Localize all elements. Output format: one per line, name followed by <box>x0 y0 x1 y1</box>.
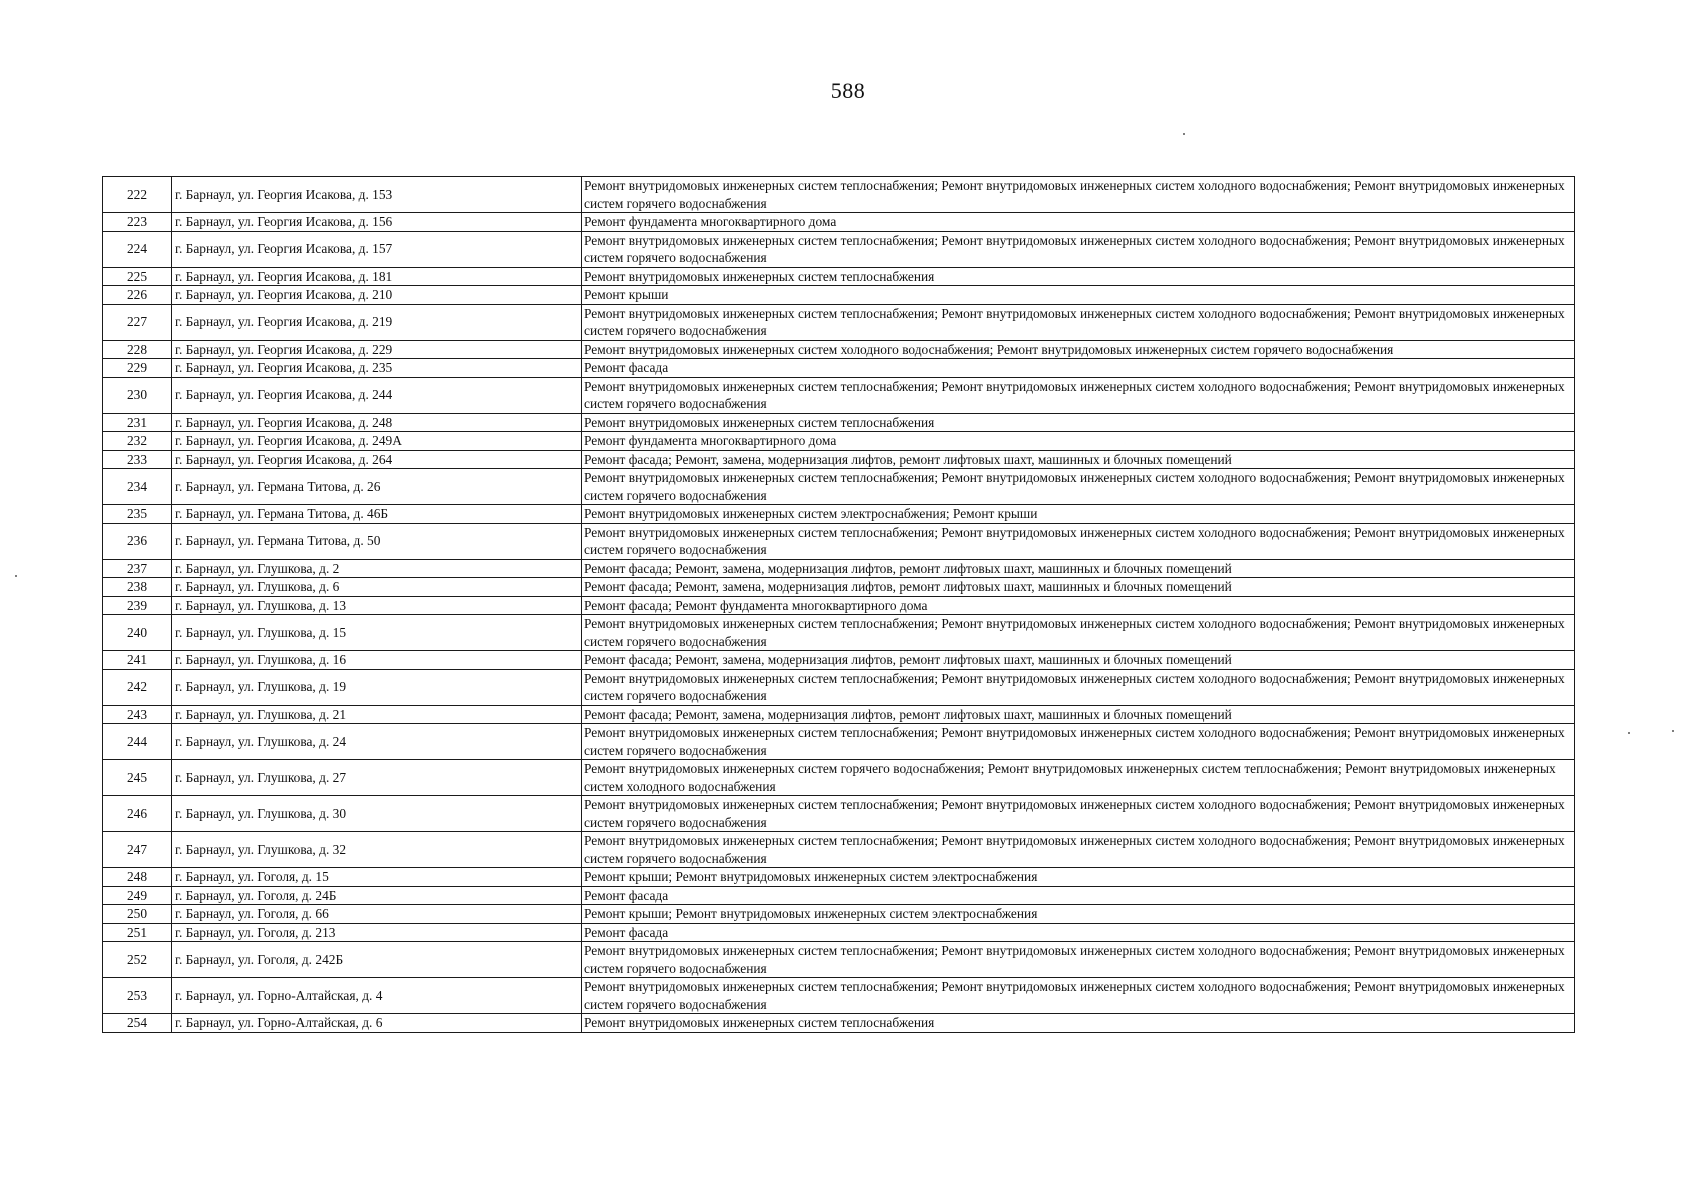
table-row <box>103 651 1575 670</box>
address-cell: г. Барнаул, ул. Гоголя, д. 24Б <box>172 886 582 905</box>
scan-speck <box>1672 730 1674 732</box>
row-number-cell: 243 <box>103 705 172 724</box>
row-number-cell: 249 <box>103 886 172 905</box>
address-cell: г. Барнаул, ул. Глушкова, д. 19 <box>172 669 582 705</box>
row-number-cell: 242 <box>103 669 172 705</box>
row-number-cell: 226 <box>103 286 172 305</box>
table-row <box>103 886 1575 905</box>
works-cell: Ремонт внутридомовых инженерных систем теплоснабжения <box>582 267 1575 286</box>
table-row <box>103 796 1575 832</box>
address-cell: г. Барнаул, ул. Гоголя, д. 242Б <box>172 942 582 978</box>
works-cell: Ремонт внутридомовых инженерных систем теплоснабжения; Ремонт внутридомовых инженерных систем холодного водоснабжения; Ремонт внутридомовых инженерных систем горячего водоснабжения <box>582 796 1575 832</box>
table-row <box>103 523 1575 559</box>
works-cell: Ремонт внутридомовых инженерных систем теплоснабжения; Ремонт внутридомовых инженерных систем холодного водоснабжения; Ремонт внутридомовых инженерных систем горячего водоснабжения <box>582 469 1575 505</box>
page-number: 588 <box>830 78 866 103</box>
address-cell: г. Барнаул, ул. Германа Титова, д. 50 <box>172 523 582 559</box>
row-number-cell: 228 <box>103 340 172 359</box>
address-cell: г. Барнаул, ул. Георгия Исакова, д. 248 <box>172 413 582 432</box>
works-cell: Ремонт фасада; Ремонт, замена, модернизация лифтов, ремонт лифтовых шахт, машинных и блочных помещений <box>582 578 1575 597</box>
table-row <box>103 942 1575 978</box>
works-cell: Ремонт внутридомовых инженерных систем теплоснабжения; Ремонт внутридомовых инженерных систем холодного водоснабжения; Ремонт внутридомовых инженерных систем горячего водоснабжения <box>582 304 1575 340</box>
works-cell: Ремонт внутридомовых инженерных систем теплоснабжения; Ремонт внутридомовых инженерных систем холодного водоснабжения; Ремонт внутридомовых инженерных систем горячего водоснабжения <box>582 177 1575 213</box>
row-number-cell: 247 <box>103 832 172 868</box>
address-cell: г. Барнаул, ул. Глушкова, д. 6 <box>172 578 582 597</box>
address-cell: г. Барнаул, ул. Георгия Исакова, д. 219 <box>172 304 582 340</box>
table-row <box>103 1014 1575 1033</box>
table-row <box>103 286 1575 305</box>
works-cell: Ремонт внутридомовых инженерных систем горячего водоснабжения; Ремонт внутридомовых инженерных систем теплоснабжения; Ремонт внутридомовых инженерных систем холодного водоснабжения <box>582 760 1575 796</box>
table-row <box>103 923 1575 942</box>
address-cell: г. Барнаул, ул. Георгия Исакова, д. 157 <box>172 231 582 267</box>
works-cell: Ремонт внутридомовых инженерных систем теплоснабжения <box>582 413 1575 432</box>
address-cell: г. Барнаул, ул. Гоголя, д. 15 <box>172 868 582 887</box>
row-number-cell: 230 <box>103 377 172 413</box>
row-number-cell: 248 <box>103 868 172 887</box>
table-row <box>103 905 1575 924</box>
row-number-cell: 224 <box>103 231 172 267</box>
address-cell: г. Барнаул, ул. Георгия Исакова, д. 229 <box>172 340 582 359</box>
works-cell: Ремонт внутридомовых инженерных систем теплоснабжения; Ремонт внутридомовых инженерных систем холодного водоснабжения; Ремонт внутридомовых инженерных систем горячего водоснабжения <box>582 832 1575 868</box>
works-cell: Ремонт крыши; Ремонт внутридомовых инженерных систем электроснабжения <box>582 905 1575 924</box>
row-number-cell: 227 <box>103 304 172 340</box>
address-cell: г. Барнаул, ул. Глушкова, д. 24 <box>172 724 582 760</box>
table-row <box>103 978 1575 1014</box>
table-row <box>103 505 1575 524</box>
table-row <box>103 267 1575 286</box>
works-cell: Ремонт фасада; Ремонт, замена, модернизация лифтов, ремонт лифтовых шахт, машинных и блочных помещений <box>582 450 1575 469</box>
address-cell: г. Барнаул, ул. Георгия Исакова, д. 235 <box>172 359 582 378</box>
works-cell: Ремонт внутридомовых инженерных систем теплоснабжения <box>582 1014 1575 1033</box>
row-number-cell: 253 <box>103 978 172 1014</box>
works-cell: Ремонт внутридомовых инженерных систем теплоснабжения; Ремонт внутридомовых инженерных систем холодного водоснабжения; Ремонт внутридомовых инженерных систем горячего водоснабжения <box>582 231 1575 267</box>
row-number-cell: 245 <box>103 760 172 796</box>
table-row <box>103 705 1575 724</box>
table-row <box>103 432 1575 451</box>
registry-table-container <box>102 176 1574 1033</box>
table-row <box>103 413 1575 432</box>
row-number-cell: 251 <box>103 923 172 942</box>
table-row <box>103 359 1575 378</box>
registry-table <box>102 176 1575 1033</box>
address-cell: г. Барнаул, ул. Георгия Исакова, д. 210 <box>172 286 582 305</box>
address-cell: г. Барнаул, ул. Гоголя, д. 66 <box>172 905 582 924</box>
row-number-cell: 237 <box>103 559 172 578</box>
row-number-cell: 235 <box>103 505 172 524</box>
table-row <box>103 304 1575 340</box>
works-cell: Ремонт фундамента многоквартирного дома <box>582 432 1575 451</box>
works-cell: Ремонт фасада; Ремонт, замена, модернизация лифтов, ремонт лифтовых шахт, машинных и блочных помещений <box>582 651 1575 670</box>
row-number-cell: 223 <box>103 213 172 232</box>
row-number-cell: 254 <box>103 1014 172 1033</box>
works-cell: Ремонт внутридомовых инженерных систем теплоснабжения; Ремонт внутридомовых инженерных систем холодного водоснабжения; Ремонт внутридомовых инженерных систем горячего водоснабжения <box>582 724 1575 760</box>
table-row <box>103 578 1575 597</box>
address-cell: г. Барнаул, ул. Георгия Исакова, д. 181 <box>172 267 582 286</box>
works-cell: Ремонт фундамента многоквартирного дома <box>582 213 1575 232</box>
works-cell: Ремонт фасада; Ремонт, замена, модернизация лифтов, ремонт лифтовых шахт, машинных и блочных помещений <box>582 705 1575 724</box>
registry-table-body <box>103 177 1575 1033</box>
address-cell: г. Барнаул, ул. Глушкова, д. 21 <box>172 705 582 724</box>
works-cell: Ремонт внутридомовых инженерных систем теплоснабжения; Ремонт внутридомовых инженерных систем холодного водоснабжения; Ремонт внутридомовых инженерных систем горячего водоснабжения <box>582 669 1575 705</box>
row-number-cell: 222 <box>103 177 172 213</box>
scan-speck <box>1183 133 1185 135</box>
works-cell: Ремонт внутридомовых инженерных систем холодного водоснабжения; Ремонт внутридомовых инженерных систем горячего водоснабжения <box>582 340 1575 359</box>
works-cell: Ремонт внутридомовых инженерных систем теплоснабжения; Ремонт внутридомовых инженерных систем холодного водоснабжения; Ремонт внутридомовых инженерных систем горячего водоснабжения <box>582 523 1575 559</box>
address-cell: г. Барнаул, ул. Георгия Исакова, д. 244 <box>172 377 582 413</box>
table-row <box>103 231 1575 267</box>
works-cell: Ремонт крыши; Ремонт внутридомовых инженерных систем электроснабжения <box>582 868 1575 887</box>
address-cell: г. Барнаул, ул. Георгия Исакова, д. 249А <box>172 432 582 451</box>
row-number-cell: 246 <box>103 796 172 832</box>
row-number-cell: 239 <box>103 596 172 615</box>
table-row <box>103 450 1575 469</box>
table-row <box>103 559 1575 578</box>
table-row <box>103 177 1575 213</box>
address-cell: г. Барнаул, ул. Глушкова, д. 30 <box>172 796 582 832</box>
address-cell: г. Барнаул, ул. Георгия Исакова, д. 153 <box>172 177 582 213</box>
table-row <box>103 760 1575 796</box>
scan-speck <box>15 575 17 577</box>
address-cell: г. Барнаул, ул. Германа Титова, д. 26 <box>172 469 582 505</box>
address-cell: г. Барнаул, ул. Георгия Исакова, д. 156 <box>172 213 582 232</box>
row-number-cell: 236 <box>103 523 172 559</box>
table-row <box>103 213 1575 232</box>
address-cell: г. Барнаул, ул. Горно-Алтайская, д. 4 <box>172 978 582 1014</box>
address-cell: г. Барнаул, ул. Гоголя, д. 213 <box>172 923 582 942</box>
works-cell: Ремонт крыши <box>582 286 1575 305</box>
address-cell: г. Барнаул, ул. Глушкова, д. 16 <box>172 651 582 670</box>
works-cell: Ремонт фасада <box>582 359 1575 378</box>
row-number-cell: 231 <box>103 413 172 432</box>
address-cell: г. Барнаул, ул. Глушкова, д. 27 <box>172 760 582 796</box>
table-row <box>103 832 1575 868</box>
works-cell: Ремонт внутридомовых инженерных систем теплоснабжения; Ремонт внутридомовых инженерных систем холодного водоснабжения; Ремонт внутридомовых инженерных систем горячего водоснабжения <box>582 377 1575 413</box>
row-number-cell: 240 <box>103 615 172 651</box>
table-row <box>103 469 1575 505</box>
works-cell: Ремонт фасада <box>582 886 1575 905</box>
table-row <box>103 868 1575 887</box>
address-cell: г. Барнаул, ул. Германа Титова, д. 46Б <box>172 505 582 524</box>
row-number-cell: 241 <box>103 651 172 670</box>
works-cell: Ремонт фасада; Ремонт, замена, модернизация лифтов, ремонт лифтовых шахт, машинных и блочных помещений <box>582 559 1575 578</box>
works-cell: Ремонт фасада <box>582 923 1575 942</box>
table-row <box>103 615 1575 651</box>
row-number-cell: 244 <box>103 724 172 760</box>
works-cell: Ремонт внутридомовых инженерных систем электроснабжения; Ремонт крыши <box>582 505 1575 524</box>
table-row <box>103 724 1575 760</box>
row-number-cell: 225 <box>103 267 172 286</box>
address-cell: г. Барнаул, ул. Глушкова, д. 13 <box>172 596 582 615</box>
address-cell: г. Барнаул, ул. Глушкова, д. 2 <box>172 559 582 578</box>
works-cell: Ремонт внутридомовых инженерных систем теплоснабжения; Ремонт внутридомовых инженерных систем холодного водоснабжения; Ремонт внутридомовых инженерных систем горячего водоснабжения <box>582 615 1575 651</box>
row-number-cell: 233 <box>103 450 172 469</box>
address-cell: г. Барнаул, ул. Глушкова, д. 32 <box>172 832 582 868</box>
address-cell: г. Барнаул, ул. Глушкова, д. 15 <box>172 615 582 651</box>
row-number-cell: 252 <box>103 942 172 978</box>
row-number-cell: 238 <box>103 578 172 597</box>
table-row <box>103 340 1575 359</box>
row-number-cell: 250 <box>103 905 172 924</box>
row-number-cell: 229 <box>103 359 172 378</box>
address-cell: г. Барнаул, ул. Горно-Алтайская, д. 6 <box>172 1014 582 1033</box>
row-number-cell: 232 <box>103 432 172 451</box>
works-cell: Ремонт внутридомовых инженерных систем теплоснабжения; Ремонт внутридомовых инженерных систем холодного водоснабжения; Ремонт внутридомовых инженерных систем горячего водоснабжения <box>582 978 1575 1014</box>
table-row <box>103 669 1575 705</box>
scan-speck <box>1628 732 1630 734</box>
table-row <box>103 596 1575 615</box>
works-cell: Ремонт внутридомовых инженерных систем теплоснабжения; Ремонт внутридомовых инженерных систем холодного водоснабжения; Ремонт внутридомовых инженерных систем горячего водоснабжения <box>582 942 1575 978</box>
row-number-cell: 234 <box>103 469 172 505</box>
address-cell: г. Барнаул, ул. Георгия Исакова, д. 264 <box>172 450 582 469</box>
works-cell: Ремонт фасада; Ремонт фундамента многоквартирного дома <box>582 596 1575 615</box>
table-row <box>103 377 1575 413</box>
